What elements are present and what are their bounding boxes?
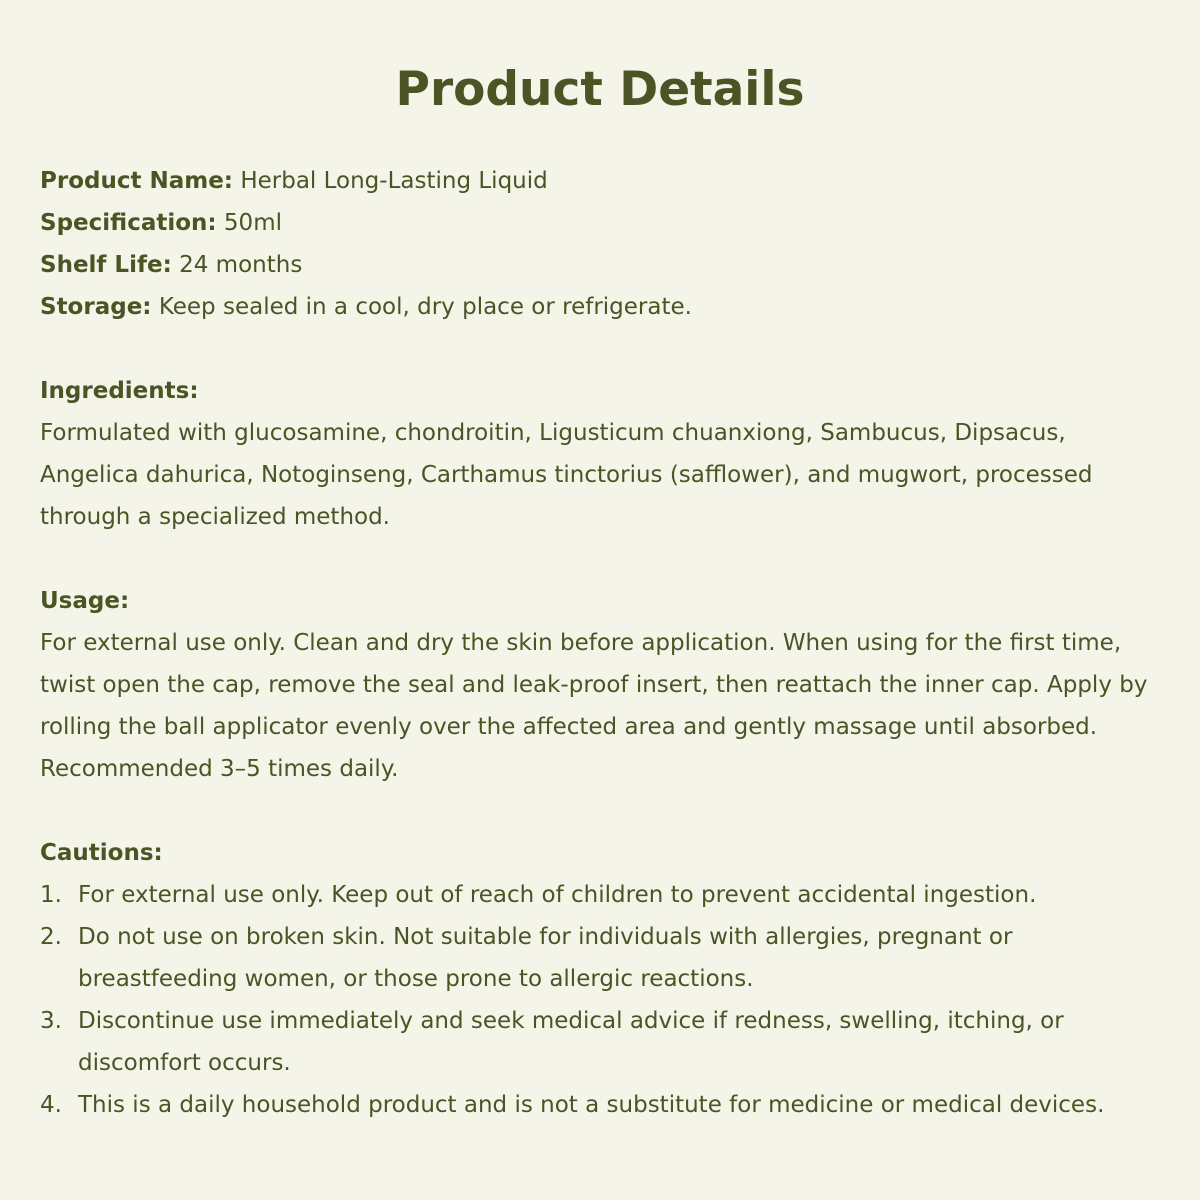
caution-number: 1.	[40, 882, 62, 908]
page-title: Product Details	[395, 62, 805, 117]
spec-value: 50ml	[223, 210, 282, 236]
ingredients-heading: Ingredients:	[40, 378, 199, 404]
caution-number: 4.	[40, 1092, 62, 1118]
spec-label: Storage:	[40, 294, 152, 320]
spec-value: Herbal Long-Lasting Liquid	[240, 168, 548, 194]
caution-item	[40, 1000, 1170, 1084]
usage-text: For external use only. Clean and dry the skin before application. When using for the first time, twist open the cap, remove the seal and leak-proof insert, then reattach the inner cap. Apply by rolling the ball applicator evenly over the affected area and gently massage until absorbed. Recommended 3–5 times daily.	[40, 630, 1148, 782]
spec-shelf-life	[40, 244, 1170, 286]
usage-heading: Usage:	[40, 588, 130, 614]
cautions-section	[40, 832, 1170, 1126]
caution-text: Do not use on broken skin. Not suitable for individuals with allergies, pregnant or breastfeeding women, or those prone to allergic reactions.	[78, 924, 1013, 992]
caution-text: Discontinue use immediately and seek medical advice if redness, swelling, itching, or discomfort occurs.	[78, 1008, 1064, 1076]
cautions-list	[40, 874, 1170, 1126]
caution-text: For external use only. Keep out of reach of children to prevent accidental ingestion.	[78, 882, 1037, 908]
usage-section	[40, 580, 1170, 790]
spec-specification	[40, 202, 1170, 244]
spec-label: Shelf Life:	[40, 252, 172, 278]
caution-text: This is a daily household product and is not a substitute for medicine or medical devices.	[78, 1092, 1105, 1118]
caution-item	[40, 1084, 1170, 1126]
caution-item	[40, 916, 1170, 1000]
spec-product-name	[40, 160, 1170, 202]
ingredients-text: Formulated with glucosamine, chondroitin, Ligusticum chuanxiong, Sambucus, Dipsacus, Angelica dahurica, Notoginseng, Carthamus tinctorius (safflower), and mugwort, processed through a specialized method.	[40, 420, 1093, 530]
ingredients-section	[40, 370, 1170, 538]
caution-item	[40, 874, 1170, 916]
cautions-heading: Cautions:	[40, 840, 163, 866]
spec-value: Keep sealed in a cool, dry place or refrigerate.	[158, 294, 692, 320]
spec-list	[40, 160, 1170, 328]
caution-number: 3.	[40, 1008, 62, 1034]
spec-label: Product Name:	[40, 168, 234, 194]
caution-number: 2.	[40, 924, 62, 950]
spec-label: Specification:	[40, 210, 217, 236]
spec-value: 24 months	[179, 252, 303, 278]
spec-storage	[40, 286, 1170, 328]
